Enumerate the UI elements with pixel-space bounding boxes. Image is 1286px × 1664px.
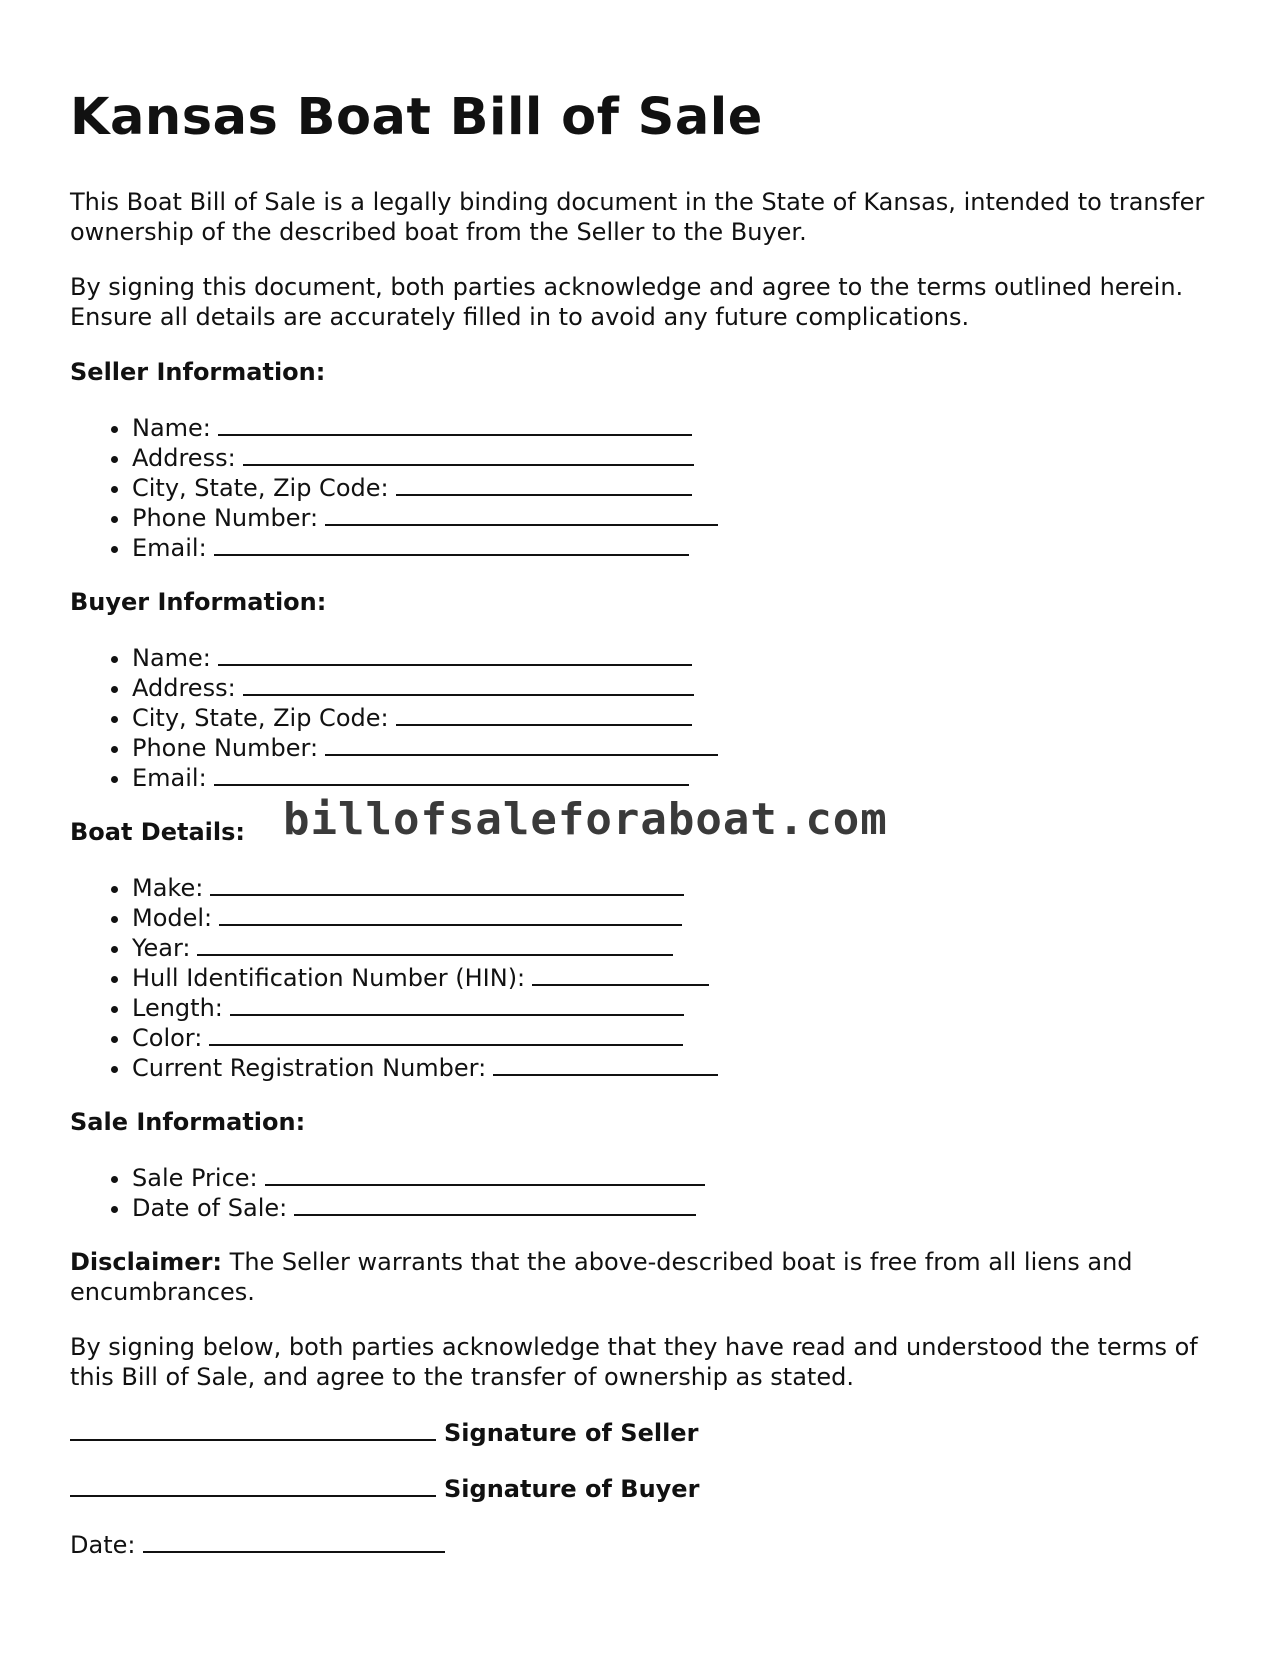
seller-email-item (132, 532, 1230, 562)
seller-name-item (132, 412, 1230, 442)
disclaimer-text: The Seller warrants that the above-described boat is free from all liens and encumbrances. (70, 1248, 1133, 1306)
boat-color-blank[interactable] (209, 1022, 683, 1046)
buyer-name-item (132, 642, 1230, 672)
seller-address-item (132, 442, 1230, 472)
field-label: City, State, Zip Code: (132, 704, 389, 732)
buyer-email-blank[interactable] (214, 762, 689, 786)
watermark-text: billofsaleforaboat.com (283, 794, 888, 845)
date-row (70, 1529, 1230, 1560)
field-label: Color: (132, 1024, 203, 1052)
boat-registration-item (132, 1052, 1230, 1082)
field-label: Address: (132, 444, 236, 472)
buyer-phone-item (132, 732, 1230, 762)
boat-length-blank[interactable] (230, 992, 684, 1016)
date-blank[interactable] (143, 1529, 445, 1553)
sale-date-item (132, 1192, 1230, 1222)
field-label: Phone Number: (132, 504, 319, 532)
document-page (70, 82, 1230, 1560)
field-label: Address: (132, 674, 236, 702)
boat-section-heading: Boat Details: (70, 818, 246, 846)
buyer-city-blank[interactable] (396, 702, 692, 726)
date-label: Date: (70, 1531, 136, 1559)
disclaimer-paragraph (70, 1247, 1230, 1307)
field-label: City, State, Zip Code: (132, 474, 389, 502)
sale-section-heading: Sale Information: (70, 1108, 306, 1136)
field-label: Name: (132, 644, 211, 672)
field-label: Sale Price: (132, 1164, 258, 1192)
field-label: Name: (132, 414, 211, 442)
seller-phone-item (132, 502, 1230, 532)
field-label: Email: (132, 764, 207, 792)
intro-paragraph-1: This Boat Bill of Sale is a legally binding document in the State of Kansas, intended to transfer ownership of the described boat from the Seller to the Buyer. (70, 188, 1205, 246)
sale-price-item (132, 1162, 1230, 1192)
boat-year-blank[interactable] (197, 932, 673, 956)
buyer-address-blank[interactable] (243, 672, 694, 696)
boat-registration-blank[interactable] (493, 1052, 718, 1076)
boat-length-item (132, 992, 1230, 1022)
seller-address-blank[interactable] (243, 442, 694, 466)
boat-make-blank[interactable] (210, 872, 684, 896)
field-label: Model: (132, 904, 213, 932)
buyer-phone-blank[interactable] (325, 732, 718, 756)
field-label: Phone Number: (132, 734, 319, 762)
field-label: Current Registration Number: (132, 1054, 487, 1082)
seller-section-heading: Seller Information: (70, 358, 326, 386)
seller-signature-row (70, 1417, 1230, 1448)
field-label: Email: (132, 534, 207, 562)
field-label: Length: (132, 994, 223, 1022)
boat-year-item (132, 932, 1230, 962)
buyer-city-item (132, 702, 1230, 732)
sale-field-list (70, 1162, 1230, 1222)
boat-model-blank[interactable] (219, 902, 682, 926)
field-label: Year: (132, 934, 191, 962)
buyer-name-blank[interactable] (218, 642, 692, 666)
buyer-signature-label: Signature of Buyer (444, 1475, 700, 1503)
boat-make-item (132, 872, 1230, 902)
buyer-section-heading: Buyer Information: (70, 588, 327, 616)
seller-signature-line[interactable] (70, 1417, 436, 1441)
seller-field-list (70, 412, 1230, 562)
buyer-address-item (132, 672, 1230, 702)
disclaimer-label: Disclaimer: (70, 1248, 223, 1276)
field-label: Make: (132, 874, 204, 902)
intro-paragraph-2: By signing this document, both parties acknowledge and agree to the terms outlined herein. Ensure all details are accurately filled in to avoid any future complications. (70, 273, 1184, 331)
seller-email-blank[interactable] (214, 532, 689, 556)
seller-phone-blank[interactable] (325, 502, 718, 526)
buyer-signature-row (70, 1473, 1230, 1504)
sale-price-blank[interactable] (265, 1162, 705, 1186)
boat-color-item (132, 1022, 1230, 1052)
field-label: Date of Sale: (132, 1194, 288, 1222)
seller-city-blank[interactable] (396, 472, 692, 496)
boat-model-item (132, 902, 1230, 932)
seller-city-item (132, 472, 1230, 502)
buyer-signature-line[interactable] (70, 1473, 436, 1497)
seller-signature-label: Signature of Seller (444, 1419, 699, 1447)
closing-paragraph: By signing below, both parties acknowledge that they have read and understood the terms of this Bill of Sale, and agree to the transfer of ownership as stated. (70, 1333, 1198, 1391)
sale-date-blank[interactable] (294, 1192, 696, 1216)
boat-hin-blank[interactable] (532, 962, 709, 986)
buyer-email-item (132, 762, 1230, 792)
document-title: Kansas Boat Bill of Sale (70, 88, 763, 147)
boat-field-list (70, 872, 1230, 1082)
seller-name-blank[interactable] (218, 412, 692, 436)
boat-hin-item (132, 962, 1230, 992)
buyer-field-list (70, 642, 1230, 792)
field-label: Hull Identification Number (HIN): (132, 964, 526, 992)
boat-section-heading-row (70, 794, 1230, 847)
